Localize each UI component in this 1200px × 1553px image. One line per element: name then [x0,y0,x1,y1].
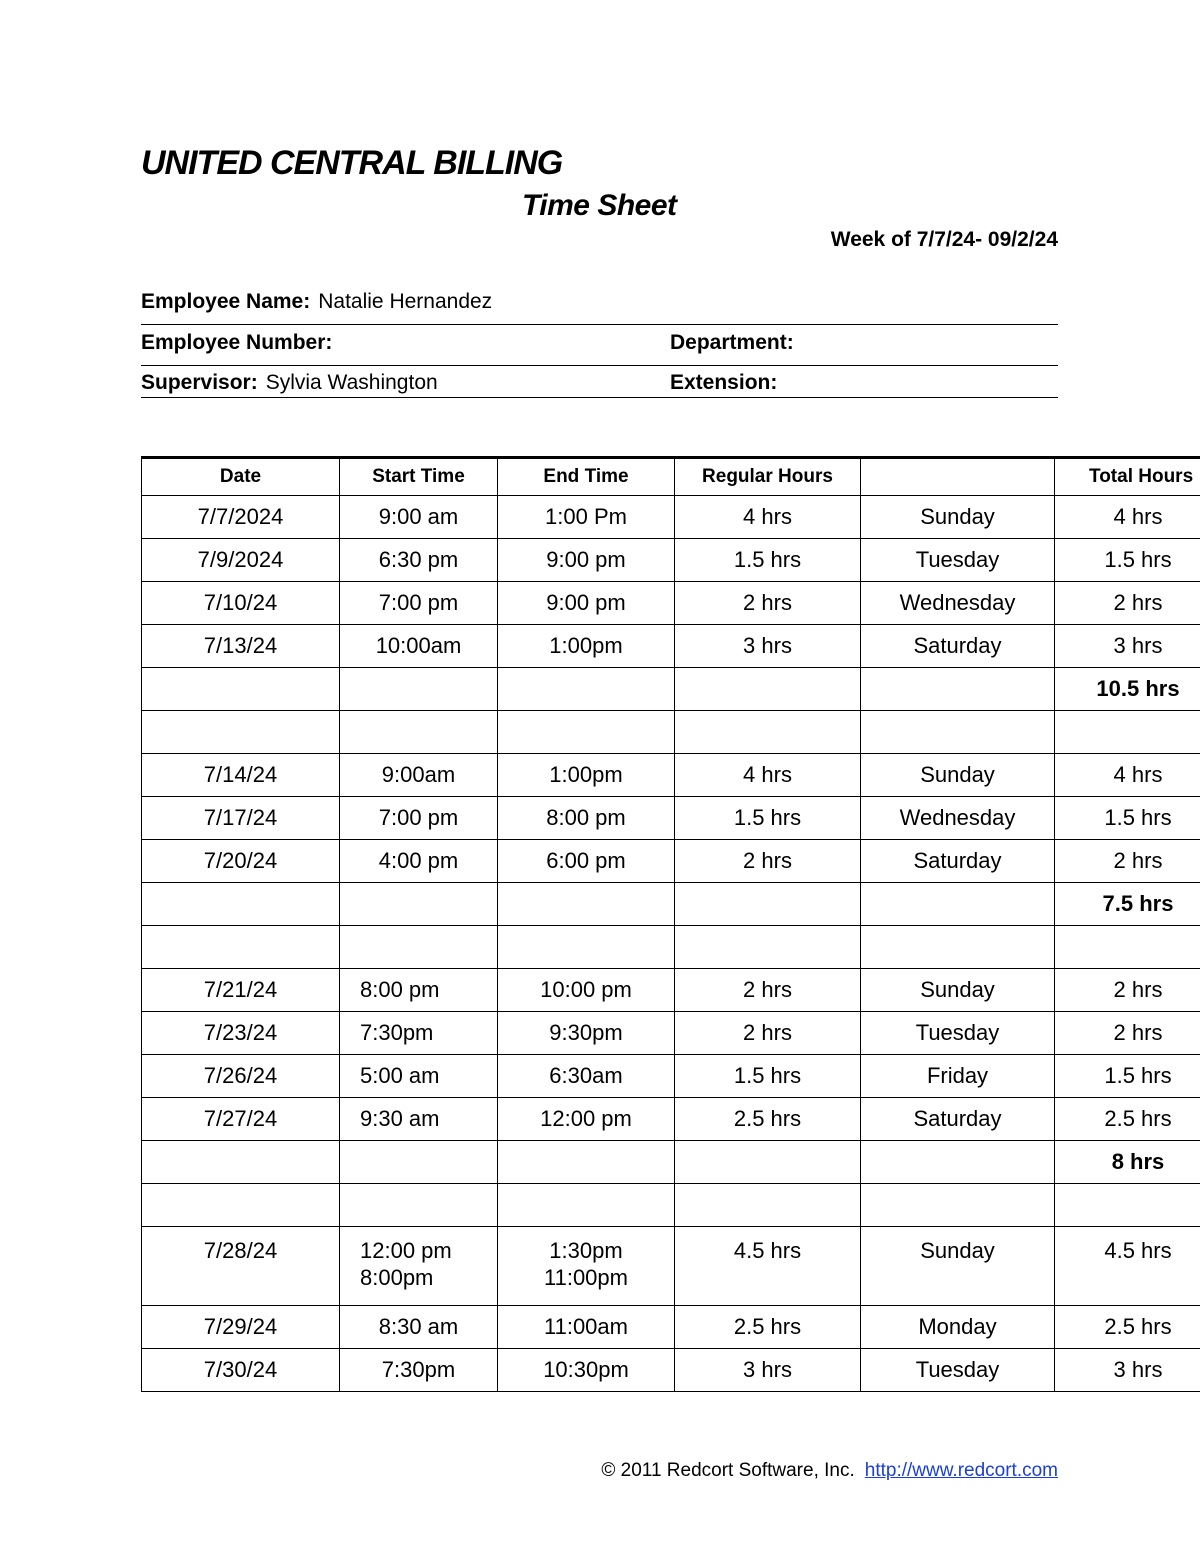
day-cell [861,1184,1055,1227]
employee-number-row [141,331,1058,366]
start-time-cell: 8:00 pm [340,969,498,1012]
table-row [142,1055,1200,1098]
start-time-cell: 4:00 pm [340,840,498,883]
supervisor-row [141,371,1058,398]
total-hours-cell: 3 hrs [1055,1349,1200,1392]
date-cell [142,926,340,969]
day-cell: Wednesday [861,582,1055,625]
subtotal-row [142,883,1200,926]
day-cell: Sunday [861,969,1055,1012]
total-hours-cell [1055,1184,1200,1227]
end-time-cell: 10:30pm [498,1349,675,1392]
total-hours-cell: 2 hrs [1055,1012,1200,1055]
end-time-cell: 1:00pm [498,625,675,668]
regular-hours-cell: 4 hrs [675,754,861,797]
start-time-cell [340,668,498,711]
employee-name-value: Natalie Hernandez [318,290,493,313]
regular-hours-cell: 4 hrs [675,496,861,539]
regular-hours-cell: 2.5 hrs [675,1306,861,1349]
blank-row [142,926,1200,969]
header-total-hours: Total Hours [1055,458,1200,496]
regular-hours-cell: 2 hrs [675,840,861,883]
table-row [142,539,1200,582]
date-cell: 7/13/24 [142,625,340,668]
table-row [142,754,1200,797]
table-row [142,496,1200,539]
total-hours-cell: 2.5 hrs [1055,1098,1200,1141]
timesheet-body [142,496,1200,1392]
end-time-cell: 10:00 pm [498,969,675,1012]
header-start-time: Start Time [340,458,498,496]
start-time-cell: 6:30 pm [340,539,498,582]
regular-hours-cell [675,1184,861,1227]
start-time-cell [340,883,498,926]
document-title: Time Sheet [522,189,677,222]
date-cell: 7/20/24 [142,840,340,883]
end-time-cell: 8:00 pm [498,797,675,840]
total-hours-cell: 4 hrs [1055,496,1200,539]
start-time-cell [340,1141,498,1184]
regular-hours-cell [675,711,861,754]
end-time-cell: 9:30pm [498,1012,675,1055]
extension-label: Extension: [670,371,778,394]
total-hours-cell: 4.5 hrs [1055,1227,1200,1306]
end-time-cell [498,711,675,754]
day-cell [861,711,1055,754]
day-cell: Sunday [861,1227,1055,1306]
table-row [142,1306,1200,1349]
copyright-text: © 2011 Redcort Software, Inc. [601,1460,855,1481]
total-hours-cell [1055,926,1200,969]
date-cell: 7/17/24 [142,797,340,840]
day-cell: Saturday [861,625,1055,668]
end-time-cell: 9:00 pm [498,539,675,582]
start-time-cell: 9:00 am [340,496,498,539]
day-cell: Sunday [861,754,1055,797]
end-time-cell [498,668,675,711]
total-hours-cell: 8 hrs [1055,1141,1200,1184]
timesheet-table [141,456,1200,1392]
regular-hours-cell: 2 hrs [675,582,861,625]
day-cell: Saturday [861,840,1055,883]
employee-name-row [141,290,1058,325]
end-time-cell: 9:00 pm [498,582,675,625]
start-time-cell: 8:30 am [340,1306,498,1349]
date-cell: 7/7/2024 [142,496,340,539]
end-time-cell: 6:30am [498,1055,675,1098]
day-cell [861,668,1055,711]
start-time-cell: 7:00 pm [340,797,498,840]
start-time-cell: 10:00am [340,625,498,668]
end-time-cell: 11:00am [498,1306,675,1349]
table-row [142,1349,1200,1392]
date-cell: 7/26/24 [142,1055,340,1098]
date-cell: 7/23/24 [142,1012,340,1055]
start-time-cell: 9:00am [340,754,498,797]
end-time-cell [498,883,675,926]
start-time-cell [340,1184,498,1227]
total-hours-cell: 10.5 hrs [1055,668,1200,711]
company-name: UNITED CENTRAL BILLING [141,144,563,182]
regular-hours-cell: 3 hrs [675,1349,861,1392]
table-row [142,625,1200,668]
day-cell: Tuesday [861,1012,1055,1055]
regular-hours-cell [675,926,861,969]
date-cell [142,883,340,926]
table-row [142,1227,1200,1306]
end-time-cell: 1:00pm [498,754,675,797]
regular-hours-cell [675,668,861,711]
day-cell [861,1141,1055,1184]
header-date: Date [142,458,340,496]
footer [601,1460,1058,1482]
regular-hours-cell: 4.5 hrs [675,1227,861,1306]
regular-hours-cell: 1.5 hrs [675,797,861,840]
day-cell: Sunday [861,496,1055,539]
date-cell: 7/21/24 [142,969,340,1012]
day-cell: Saturday [861,1098,1055,1141]
subtotal-row [142,1141,1200,1184]
start-time-cell: 5:00 am [340,1055,498,1098]
total-hours-cell: 1.5 hrs [1055,797,1200,840]
date-cell: 7/14/24 [142,754,340,797]
employee-number-label: Employee Number: [141,331,333,354]
start-time-cell: 7:00 pm [340,582,498,625]
start-time-cell [340,711,498,754]
table-row [142,797,1200,840]
day-cell: Tuesday [861,539,1055,582]
regular-hours-cell: 2 hrs [675,969,861,1012]
department-label: Department: [670,331,794,354]
date-cell: 7/30/24 [142,1349,340,1392]
table-row [142,840,1200,883]
header-regular-hours: Regular Hours [675,458,861,496]
start-time-cell: 12:00 pm 8:00pm [340,1227,498,1306]
total-hours-cell [1055,711,1200,754]
start-time-cell: 7:30pm [340,1349,498,1392]
day-cell: Wednesday [861,797,1055,840]
end-time-cell: 1:30pm 11:00pm [498,1227,675,1306]
end-time-cell [498,1141,675,1184]
date-cell: 7/27/24 [142,1098,340,1141]
table-row [142,1012,1200,1055]
end-time-cell: 1:00 Pm [498,496,675,539]
table-row [142,969,1200,1012]
date-cell: 7/10/24 [142,582,340,625]
start-time-cell: 7:30pm [340,1012,498,1055]
subtotal-row [142,668,1200,711]
day-cell [861,883,1055,926]
total-hours-cell: 2 hrs [1055,582,1200,625]
date-cell [142,1184,340,1227]
day-cell [861,926,1055,969]
date-cell: 7/28/24 [142,1227,340,1306]
start-time-cell: 9:30 am [340,1098,498,1141]
regular-hours-cell [675,883,861,926]
redcort-link[interactable]: http://www.redcort.com [864,1460,1058,1481]
date-cell [142,1141,340,1184]
total-hours-cell: 7.5 hrs [1055,883,1200,926]
regular-hours-cell: 1.5 hrs [675,1055,861,1098]
week-range: Week of 7/7/24- 09/2/24 [830,228,1058,251]
date-cell [142,668,340,711]
regular-hours-cell: 2.5 hrs [675,1098,861,1141]
total-hours-cell: 1.5 hrs [1055,1055,1200,1098]
regular-hours-cell: 2 hrs [675,1012,861,1055]
total-hours-cell: 3 hrs [1055,625,1200,668]
start-time-cell [340,926,498,969]
table-row [142,582,1200,625]
day-cell: Tuesday [861,1349,1055,1392]
end-time-cell: 12:00 pm [498,1098,675,1141]
regular-hours-cell: 3 hrs [675,625,861,668]
regular-hours-cell [675,1141,861,1184]
blank-row [142,1184,1200,1227]
blank-row [142,711,1200,754]
employee-name-label: Employee Name: [141,290,311,313]
end-time-cell [498,1184,675,1227]
total-hours-cell: 1.5 hrs [1055,539,1200,582]
date-cell: 7/9/2024 [142,539,340,582]
total-hours-cell: 4 hrs [1055,754,1200,797]
header-day [861,458,1055,496]
total-hours-cell: 2 hrs [1055,840,1200,883]
supervisor-value: Sylvia Washington [265,371,438,394]
end-time-cell [498,926,675,969]
date-cell: 7/29/24 [142,1306,340,1349]
regular-hours-cell: 1.5 hrs [675,539,861,582]
end-time-cell: 6:00 pm [498,840,675,883]
date-cell [142,711,340,754]
day-cell: Friday [861,1055,1055,1098]
table-header-row [142,458,1200,496]
header-end-time: End Time [498,458,675,496]
supervisor-label: Supervisor: [141,371,258,394]
total-hours-cell: 2 hrs [1055,969,1200,1012]
total-hours-cell: 2.5 hrs [1055,1306,1200,1349]
day-cell: Monday [861,1306,1055,1349]
table-row [142,1098,1200,1141]
